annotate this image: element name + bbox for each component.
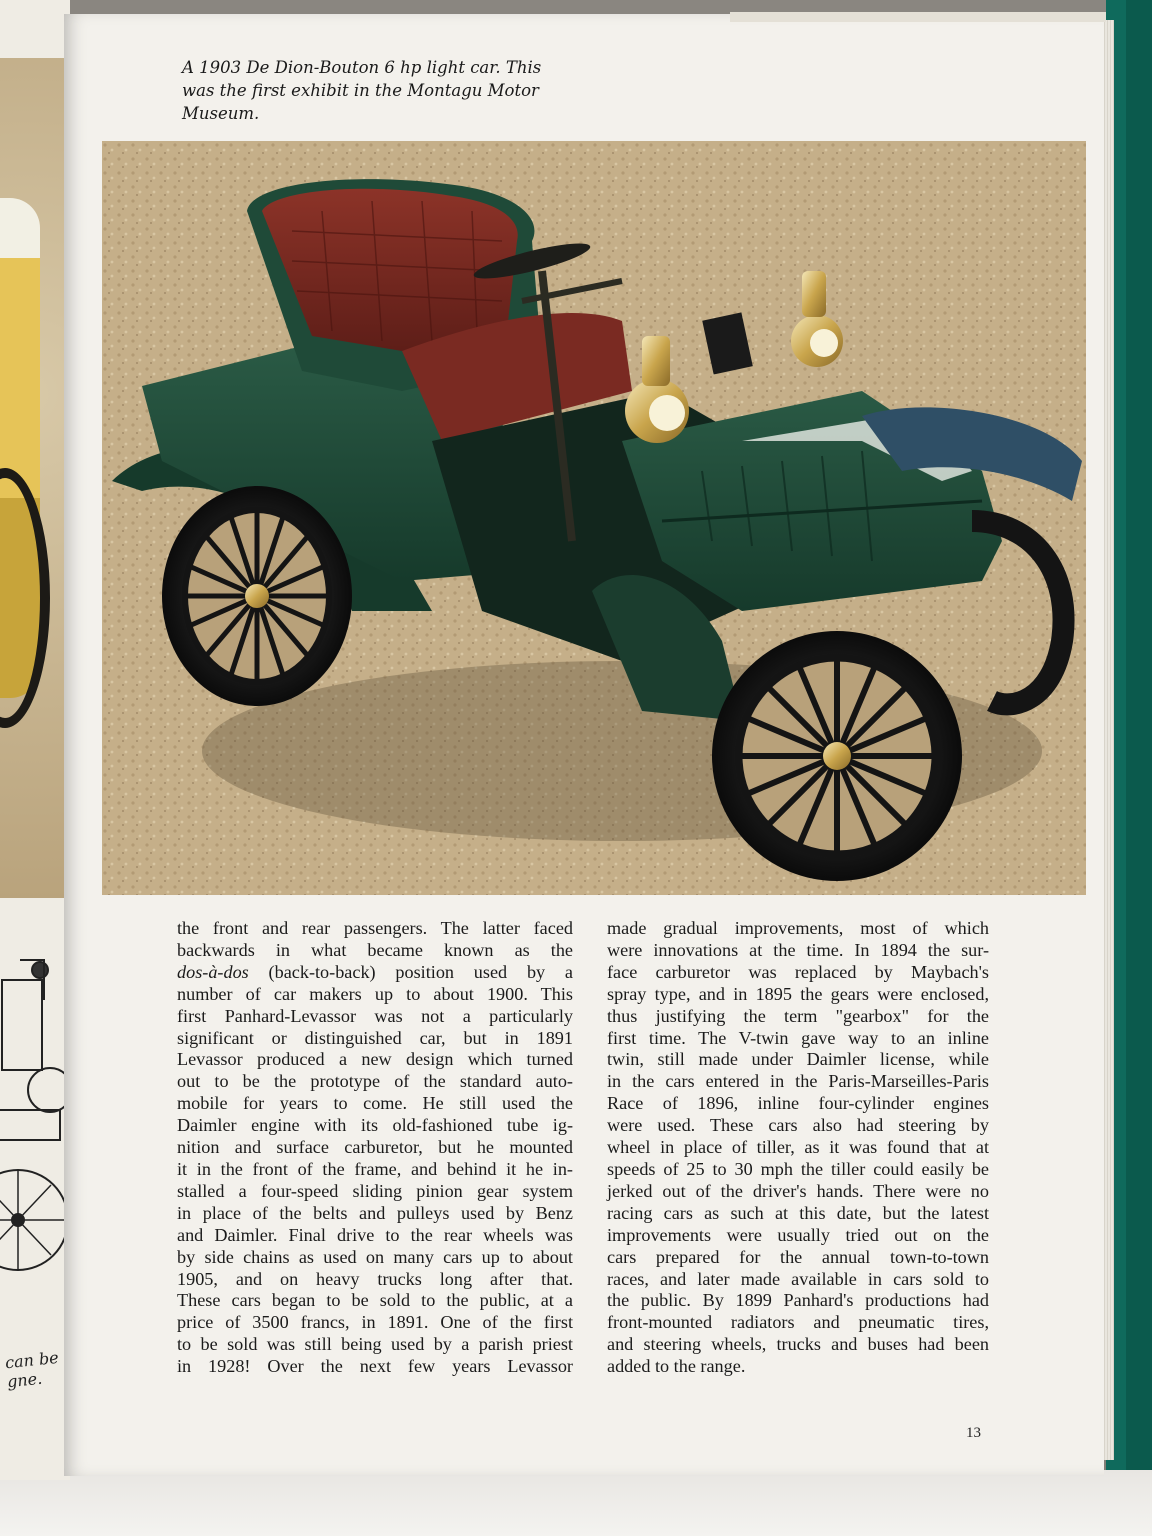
page-number: 13 [966, 1425, 981, 1441]
photo-caption [182, 56, 562, 125]
text-line: it in the front of the frame, and behind it he in- [177, 1158, 573, 1179]
car-photo [102, 141, 1086, 895]
text-line: in the cars entered in the Paris-Marseilles-Paris [607, 1071, 989, 1092]
text-line: in place of the belts and pulleys used by Benz [177, 1202, 573, 1223]
text-line: Daimler engine with its old-fashioned tube ig- [177, 1115, 573, 1136]
text-line: front-mounted radiators and pneumatic tires, [607, 1312, 989, 1333]
left-page-photo [0, 58, 66, 898]
text-line: spray type, and in 1895 the gears were enclosed, [607, 983, 989, 1004]
table-surface [0, 1470, 1152, 1536]
text-line: and Daimler. Final drive to the rear wheels was [177, 1224, 573, 1245]
text-line: twin, still made under Daimler license, while [607, 1049, 989, 1070]
text-line: price of 3500 francs, in 1891. One of the first [177, 1312, 573, 1333]
carriage-wheel-image [0, 468, 50, 728]
caption-line: was the first exhibit in the Montagu Motor [182, 81, 539, 100]
text-line: Levassor produced a new design which turned [177, 1049, 573, 1070]
text-line: speeds of 25 to 30 mph the tiller could easily be [607, 1158, 989, 1179]
text-line: cars prepared for the annual town-to-town [607, 1246, 989, 1267]
text-line: to be sold was still being used by a parish priest [177, 1334, 573, 1355]
text-line: races, and later made available in cars sold to [607, 1268, 989, 1289]
text-line: number of car makers up to about 1900. This [177, 983, 573, 1004]
text-line: and steering wheels, trucks and buses had been [607, 1334, 989, 1355]
text-line: nition and surface carburetor, but he mounted [177, 1137, 573, 1158]
text-line: face carburetor was replaced by Maybach's [607, 961, 989, 982]
text-line: made gradual improvements, most of which [607, 918, 989, 938]
text-line: by side chains as used on many cars up to about [177, 1246, 573, 1267]
text-line: were innovations at the time. In 1894 the sur- [607, 939, 989, 960]
book-cover-edge [1126, 0, 1152, 1470]
text-line: wheel in place of tiller, as it was found that at [607, 1137, 989, 1158]
text-line: out to be the prototype of the standard auto- [177, 1071, 573, 1092]
text-line: stalled a four-speed sliding pinion gear system [177, 1180, 573, 1201]
front-wheel [712, 631, 962, 881]
text-line: first time. The V-twin gave way to an inline [607, 1027, 989, 1048]
text-line: These cars began to be sold to the public, at a [177, 1290, 573, 1311]
text-line: the public. By 1899 Panhard's productions had [607, 1290, 989, 1311]
text-line: in 1928! Over the next few years Levassor [177, 1356, 573, 1377]
text-line: 1905, and on heavy trucks long after that. [177, 1268, 573, 1289]
text-line: jerked out of the driver's hands. There were no [607, 1180, 989, 1201]
car-illustration [102, 141, 1086, 895]
left-caption-line: gne. [6, 1368, 44, 1392]
text-line: mobile for years to come. He still used the [177, 1093, 573, 1114]
caption-line: Museum. [182, 104, 260, 123]
left-page-caption [4, 1347, 70, 1391]
text-line: significant or distinguished car, but in 1891 [177, 1027, 573, 1048]
text-line: thus justifying the term "gearbox" for the [607, 1005, 989, 1026]
text-line: added to the range. [607, 1356, 746, 1377]
text-line: dos-à-dos (back-to-back) position used by a [177, 961, 573, 982]
text-line: the front and rear passengers. The latter faced [177, 918, 573, 938]
left-facing-page [0, 0, 70, 1480]
text-line: racing cars as such at this date, but the latest [607, 1202, 989, 1223]
rear-wheel [162, 486, 352, 706]
text-line: backwards in what became known as the [177, 939, 573, 960]
left-caption-line: can be [4, 1347, 60, 1373]
text-line: first Panhard-Levassor was not a particularly [177, 1005, 573, 1026]
text-line: improvements were usually tried out on the [607, 1224, 989, 1245]
text-line: were used. These cars also had steering by [607, 1115, 989, 1136]
page-top-edge [730, 12, 1106, 22]
caption-line: A 1903 De Dion-Bouton 6 hp light car. This [182, 58, 542, 77]
body-text-column-left [177, 918, 573, 1378]
body-text-column-right [607, 918, 989, 1378]
text-line: Race of 1896, inline four-cylinder engines [607, 1093, 989, 1114]
carriage-sketch-image [0, 940, 68, 1340]
